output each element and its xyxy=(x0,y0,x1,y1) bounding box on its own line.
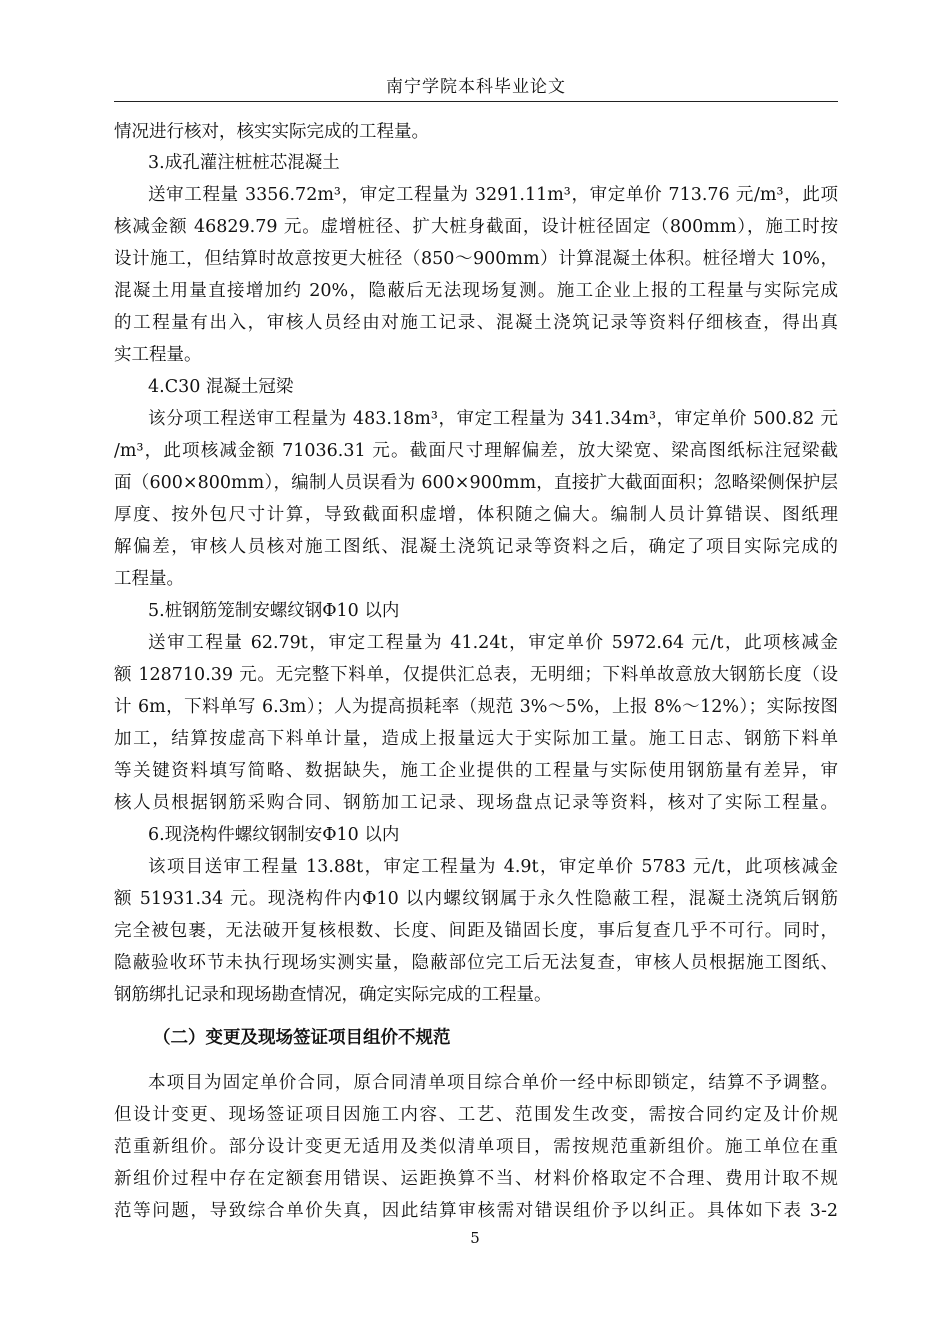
text-line: 面（600×800mm），编制人员误看为 600×900mm，直接扩大截面面积；忽略梁侧保护层 xyxy=(114,473,838,493)
text-line: 额 51931.34 元。现浇构件内Φ10 以内螺纹钢属于永久性隐蔽工程，混凝土浇筑后钢筋 xyxy=(114,889,838,909)
text-line: 计 6m，下料单写 6.3m）；人为提高损耗率（规范 3%～5%，上报 8%～12%）；实际按图 xyxy=(114,697,838,717)
text-line: 情况进行核对，核实实际完成的工程量。 xyxy=(114,122,429,142)
text-line: 额 128710.39 元。无完整下料单，仅提供汇总表，无明细；下料单故意放大钢筋长度（设 xyxy=(114,665,838,685)
subheading-4: 4.C30 混凝土冠梁 xyxy=(148,377,294,397)
page-number: 5 xyxy=(470,1229,480,1247)
text-line: 加工，结算按虚高下料单计量，造成上报量远大于实际加工量。施工日志、钢筋下料单 xyxy=(114,729,838,749)
text-line: 本项目为固定单价合同，原合同清单项目综合单价一经中标即锁定，结算不予调整。 xyxy=(148,1073,838,1093)
text-line: 送审工程量 62.79t，审定工程量为 41.24t，审定单价 5972.64 元/t，此项核减金 xyxy=(148,633,838,653)
subheading-6: 6.现浇构件螺纹钢制安Φ10 以内 xyxy=(148,825,400,845)
text-line: 完全被包裹，无法破开复核根数、长度、间距及锚固长度，事后复查几乎不可行。同时， xyxy=(114,921,838,941)
text-line: 核减金额 46829.79 元。虚增桩径、扩大桩身截面，设计桩径固定（800mm），施工时按 xyxy=(114,217,838,237)
text-line: 范重新组价。部分设计变更无适用及类似清单项目，需按规范重新组价。施工单位在重 xyxy=(114,1137,838,1157)
text-line: 范等问题，导致综合单价失真，因此结算审核需对错误组价予以纠正。具体如下表 3-2 xyxy=(114,1201,838,1221)
text-line: 该项目送审工程量 13.88t，审定工程量为 4.9t，审定单价 5783 元/t，此项核减金 xyxy=(148,857,838,877)
text-line: 隐蔽验收环节未执行现场实测实量，隐蔽部位完工后无法复查，审核人员根据施工图纸、 xyxy=(114,953,838,973)
subheading-5: 5.桩钢筋笼制安螺纹钢Φ10 以内 xyxy=(148,601,400,621)
text-line: 钢筋绑扎记录和现场勘查情况，确定实际完成的工程量。 xyxy=(114,985,552,1005)
header-rule xyxy=(114,101,838,102)
page-header-title: 南宁学院本科毕业论文 xyxy=(386,77,566,97)
text-line: 但设计变更、现场签证项目因施工内容、工艺、范围发生改变，需按合同约定及计价规 xyxy=(114,1105,838,1125)
text-line: 新组价过程中存在定额套用错误、运距换算不当、材料价格取定不合理、费用计取不规 xyxy=(114,1169,838,1189)
text-line: /m³，此项核减金额 71036.31 元。截面尺寸理解偏差，放大梁宽、梁高图纸标注冠梁截 xyxy=(114,441,838,461)
subheading-3: 3.成孔灌注桩桩芯混凝土 xyxy=(148,153,340,173)
text-line: 送审工程量 3356.72m³，审定工程量为 3291.11m³，审定单价 713.76 元/m³，此项 xyxy=(148,185,838,205)
text-line: 混凝土用量直接增加约 20%，隐蔽后无法现场复测。施工企业上报的工程量与实际完成 xyxy=(114,281,838,301)
text-line: 该分项工程送审工程量为 483.18m³，审定工程量为 341.34m³，审定单价 500.82 元 xyxy=(148,409,838,429)
text-line: 等关键资料填写简略、数据缺失，施工企业提供的工程量与实际使用钢筋量有差异，审 xyxy=(114,761,838,781)
text-line: 的工程量有出入，审核人员经由对施工记录、混凝土浇筑记录等资料仔细核查，得出真 xyxy=(114,313,838,333)
text-line: 解偏差，审核人员核对施工图纸、混凝土浇筑记录等资料之后，确定了项目实际完成的 xyxy=(114,537,838,557)
text-line: 设计施工，但结算时故意按更大桩径（850～900mm）计算混凝土体积。桩径增大 10%， xyxy=(114,249,838,269)
text-line: 核人员根据钢筋采购合同、钢筋加工记录、现场盘点记录等资料，核对了实际工程量。 xyxy=(114,793,838,813)
text-line: 厚度、按外包尺寸计算，导致截面积虚增，体积随之偏大。编制人员计算错误、图纸理 xyxy=(114,505,838,525)
text-line: 实工程量。 xyxy=(114,345,202,365)
text-line: 工程量。 xyxy=(114,569,184,589)
section-heading: （二）变更及现场签证项目组价不规范 xyxy=(153,1028,451,1048)
